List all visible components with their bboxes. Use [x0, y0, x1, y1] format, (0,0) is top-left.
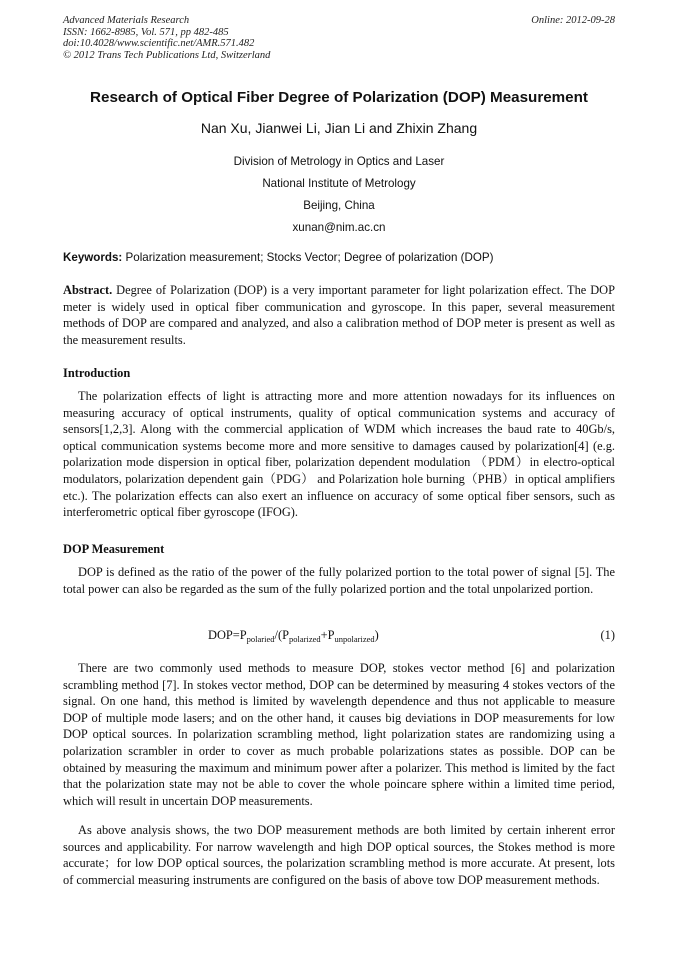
affiliation-division: Division of Metrology in Optics and Laser: [233, 155, 445, 168]
journal-name: Advanced Materials Research: [63, 15, 190, 26]
introduction-paragraph: The polarization effects of light is attracting more and more attention nowadays for its influences on measuring accuracy of optical instruments, quality of optical communication systems and accuracy of sensors[1,2,3]. Along with the commercial application of WDM which increases the baud rate to 40Gb/s, optical communication systems become more and more sensitive to damages caused by polarization[4] (e.g. polarization mode dispersion in optical fiber, polarization dependent modulation （PDM）in electro-optical modulators, polarization dependent gain（PDG） and Polarization hole burning（PHB）in optical amplifiers etc.). The polarization effects can also exert an influence on accuracy of some optical fiber sensors, such as interferometric optical fiber gyroscope (IFOG).: [63, 389, 615, 520]
keywords-line: [63, 251, 615, 264]
dop-equation: [63, 628, 615, 646]
keywords-text: Polarization measurement; Stocks Vector; Degree of polarization (DOP): [125, 251, 494, 264]
author-list: Nan Xu, Jianwei Li, Jian Li and Zhixin Zhang: [200, 120, 478, 136]
abstract-text: Degree of Polarization (DOP) is a very important parameter for light polarization effect. The DOP meter is widely used in optical fiber communication and gyroscope. In this paper, several measurement methods of DOP are compared and analyzed, and also a calibration method of DOP meter is present as well as the measurement results.: [63, 283, 615, 347]
dop-paragraph-2: There are two commonly used methods to measure DOP, stokes vector method [6] and polarization scrambling method [7]. In stokes vector method, DOP can be determined by measuring 4 stokes vectors of the signal. On one hand, this method is limited by wavelength dependence and thus not applicable to measure DOP of multiple mode lasers; and on the other hand, it causes big deviations in DOP measurements for low DOP optical sources. In polarization scrambling method, light polarization states are randomizing using a polarization scrambler in order to cover as much probable polarizations states as possible. DOP can be obtained by measuring the maximum and minimum power after a polarizer. This method is limited by the fact that the polarization state may not be able to cover the whole poincare sphere within a limited time period, which will result in uncertain DOP measurements.: [63, 661, 615, 808]
affiliation-email: xunan@nim.ac.cn: [292, 221, 386, 234]
affiliation-institute: National Institute of Metrology: [262, 177, 416, 190]
journal-header: [63, 15, 615, 61]
copyright-line: © 2012 Trans Tech Publications Ltd, Switzerland: [63, 49, 271, 61]
dop-measurement-heading: DOP Measurement: [63, 542, 165, 556]
abstract-label: Abstract.: [63, 283, 113, 297]
dop-paragraph-3: As above analysis shows, the two DOP measurement methods are both limited by certain inherent error sources and applicability. For narrow wavelength and high DOP optical sources, the Stokes method is more accurate；for low DOP optical sources, the polarization scrambling method is more accurate. At present, lots of commercial measuring instruments are configured on the basis of above tow DOP measurement methods.: [63, 823, 615, 887]
online-date: Online: 2012-09-28: [531, 15, 615, 26]
keywords-label: Keywords:: [63, 251, 123, 264]
affiliation-block: [40, 151, 638, 239]
issn-line: ISSN: 1662-8985, Vol. 571, pp 482-485: [63, 26, 229, 38]
dop-paragraph-1: DOP is defined as the ratio of the power of the fully polarized portion to the total power of signal [5]. The total power can also be regarded as the sum of the fully polarized portion and the total unpolarized portion.: [63, 565, 615, 596]
doi-line: doi:10.4028/www.scientific.net/AMR.571.482: [63, 38, 255, 50]
affiliation-location: Beijing, China: [303, 199, 375, 212]
paper-title: Research of Optical Fiber Degree of Polarization (DOP) Measurement: [90, 89, 588, 106]
abstract-paragraph: [63, 282, 615, 348]
equation-expression: $DOP=P_{polaried}/(P_{polarized}+P_{unpolarized})$: [208, 628, 379, 644]
introduction-heading: Introduction: [63, 366, 131, 380]
equation-number: (1): [600, 628, 615, 642]
